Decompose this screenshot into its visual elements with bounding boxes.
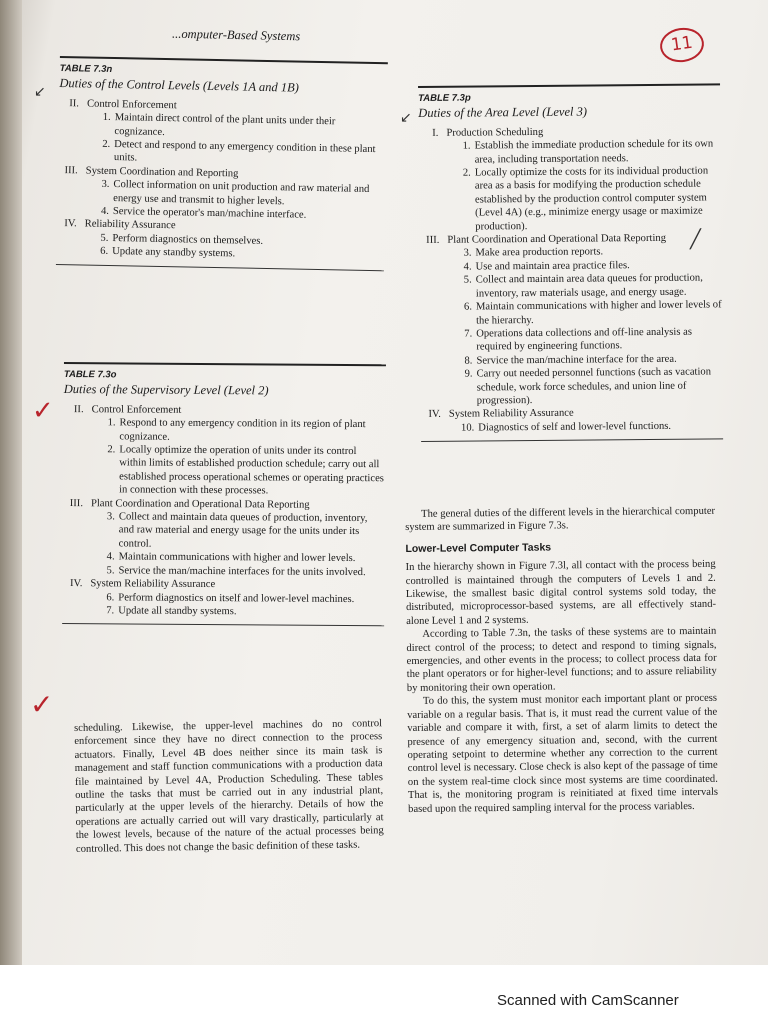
- table-section: [63, 403, 386, 499]
- item-text: Service the man/machine interface for the area.: [476, 353, 677, 367]
- item-list: [58, 231, 384, 264]
- section-title: Control Enforcement: [91, 404, 182, 416]
- item-text: Diagnostics of self and lower-level functions.: [478, 420, 672, 434]
- pen-checkmark-icon: ✓: [32, 396, 54, 425]
- list-item: [460, 325, 722, 354]
- list-item: [103, 416, 385, 445]
- item-number: 7.: [464, 328, 473, 340]
- pen-arrow-icon: ↙: [400, 111, 412, 126]
- section-title: Plant Coordination and Operational Data Reporting: [447, 232, 667, 246]
- item-number: 3.: [463, 248, 472, 260]
- item-list: [65, 416, 386, 499]
- item-list: [60, 110, 387, 170]
- item-text: Operations data collections and off-line analysis as required by engineering functions.: [476, 326, 692, 353]
- item-text: Update any standby systems.: [112, 246, 236, 260]
- pen-arrow-icon: ↙: [34, 85, 46, 100]
- table-section: [56, 217, 385, 264]
- item-number: 5.: [463, 274, 472, 286]
- table-section: [62, 577, 384, 619]
- body-paragraph: In the hierarchy shown in Figure 7.3l, all contact with the process being controlled is maintained through the computers of Levels 1 and 2. Likewise, the smallest basic digital control systems sold today, the distributed, microprocessor-based systems, are all effectively stand-alone Level 1 and 2 systems.: [405, 558, 717, 627]
- item-number: 4.: [106, 551, 115, 563]
- table-title: Duties of the Control Levels (Levels 1A and 1B): [59, 76, 300, 95]
- item-text: Carry out needed personnel functions (such as vacation schedule, work force schedules, and union line of progression).: [476, 366, 712, 407]
- left-body-text: [74, 717, 384, 856]
- table-sections: [418, 124, 723, 435]
- item-text: Collect and maintain area data queues for production, inventory, raw materials usage, and energy usage.: [475, 272, 703, 300]
- body-paragraph: To do this, the system must monitor each important plant or process variable on a regular basis. That is, it must read the current value of the variable and compare it with, first, a set of alarm limits to detect the presence of any emergency situation and, second, with the current operating setpoint to determine whether any correction to the current control level is necessary. Close check is also kept of the passage of time on the system real-time clock since most systems are time coordinated. That is, the monitoring program is reinitiated at fixed time intervals based upon the required sampling interval for the process variables.: [407, 693, 719, 815]
- item-number: 1.: [107, 417, 116, 429]
- right-body-text: [405, 505, 718, 816]
- item-number: 2.: [102, 138, 111, 151]
- item-text: Make area production reports.: [475, 246, 604, 259]
- section-title: Production Scheduling: [446, 126, 544, 139]
- roman-numeral: III.: [64, 164, 78, 177]
- item-number: 1.: [102, 112, 111, 124]
- item-number: 1.: [462, 140, 471, 152]
- intro-paragraph: The general duties of the different levels in the hierarchical computer system are summarized in Figure 7.3s.: [405, 505, 716, 534]
- table-sections: [62, 403, 385, 620]
- table-section: [58, 97, 387, 170]
- item-text: Service the man/machine interfaces for the units involved.: [118, 565, 366, 578]
- scan-watermark: Scanned with CamScanner: [497, 992, 679, 1009]
- binding-edge: [0, 0, 22, 965]
- table-rule: [418, 83, 720, 88]
- item-list: [421, 245, 722, 408]
- roman-numeral: IV.: [69, 578, 83, 590]
- item-number: 4.: [463, 261, 472, 273]
- item-text: Perform diagnostics on itself and lower-level machines.: [118, 591, 355, 605]
- item-list: [64, 591, 384, 620]
- item-text: Perform diagnostics on themselves.: [112, 232, 264, 247]
- item-number: 7.: [106, 605, 115, 617]
- item-number: 9.: [464, 368, 473, 380]
- section-title: System Reliability Assurance: [448, 407, 574, 421]
- item-number: 6.: [100, 246, 109, 258]
- section-title: Reliability Assurance: [84, 218, 176, 232]
- item-number: 3.: [106, 511, 115, 523]
- section-title: System Coordination and Reporting: [85, 165, 239, 180]
- roman-numeral: III.: [69, 497, 84, 509]
- table-7-3p: [418, 79, 723, 442]
- table-title: Duties of the Supervisory Level (Level 2): [63, 382, 269, 398]
- item-list: [421, 138, 722, 234]
- running-header: ...omputer-Based Systems: [171, 26, 301, 44]
- table-section: [421, 406, 723, 435]
- item-text: Locally optimize the operation of units under its control within limits of established production schedule; carry out all established process operational schemes or operating practices in connection with these processes.: [119, 444, 384, 497]
- item-list: [423, 419, 723, 435]
- item-number: 2.: [107, 444, 116, 456]
- item-text: Use and maintain area practice files.: [475, 260, 630, 273]
- table-sections: [56, 97, 387, 264]
- handwritten-page-number: 11: [658, 25, 706, 65]
- item-number: 4.: [100, 205, 110, 218]
- item-number: 5.: [100, 232, 109, 244]
- item-text: Service the operator's man/machine interface.: [112, 206, 307, 221]
- roman-numeral: IV.: [428, 409, 441, 421]
- section-title: System Reliability Assurance: [90, 578, 216, 591]
- section-subheading: Lower-Level Computer Tasks: [405, 541, 552, 555]
- item-list: [64, 510, 384, 579]
- roman-numeral: I.: [432, 127, 439, 139]
- item-list: [59, 177, 386, 223]
- item-number: 10.: [460, 422, 475, 434]
- table-section: [419, 231, 723, 408]
- list-item: [103, 510, 385, 552]
- item-text: Respond to any emergency condition in its region of plant cognizance.: [119, 417, 366, 443]
- section-title: Plant Coordination and Operational Data Reporting: [90, 497, 310, 511]
- list-item: [460, 365, 722, 408]
- item-number: 8.: [464, 355, 473, 367]
- pen-tick-icon: ╱: [690, 229, 701, 249]
- table-label: TABLE 7.3o: [63, 368, 117, 381]
- table-title: Duties of the Area Level (Level 3): [418, 104, 588, 121]
- table-section: [57, 164, 386, 224]
- roman-numeral: IV.: [64, 218, 77, 230]
- item-text: Detect and respond to any emergency condition in these plant units.: [113, 139, 376, 164]
- item-number: 6.: [106, 591, 115, 603]
- item-text: Maintain communications with higher and lower levels of the hierarchy.: [475, 299, 722, 327]
- table-section: [418, 124, 721, 234]
- table-label: TABLE 7.3p: [418, 92, 471, 104]
- roman-numeral: III.: [426, 234, 440, 246]
- item-number: 6.: [463, 301, 473, 313]
- item-text: Collect and maintain data queues of production, inventory, and raw material and energy usage for the units under its control.: [118, 511, 368, 550]
- list-item: [459, 138, 721, 167]
- table-section: [62, 497, 385, 580]
- roman-numeral: II.: [69, 98, 80, 110]
- list-item: [103, 443, 385, 499]
- roman-numeral: II.: [73, 403, 84, 415]
- item-text: Update all standby systems.: [118, 605, 237, 618]
- table-7-3o: [62, 358, 386, 627]
- list-item: [102, 604, 384, 619]
- list-item: [460, 272, 722, 301]
- item-number: 2.: [462, 167, 471, 179]
- item-number: 5.: [106, 564, 115, 577]
- item-text: Collect information on unit production and raw material and energy use and transmit to higher levels.: [113, 179, 370, 207]
- list-item: [459, 164, 722, 233]
- item-text: Establish the immediate production schedule for its own area, including transportation needs.: [474, 138, 714, 166]
- item-text: Maintain direct control of the plant units under their cognizance.: [114, 112, 336, 138]
- table-rule: [64, 362, 386, 366]
- item-text: Locally optimize the costs for its individual production area as a basis for modifying the production schedule established by the production control computer system (Level 4A) (e.g., minimize energy usage or maximize production).: [474, 165, 709, 233]
- pen-checkmark-icon: ✓: [30, 690, 54, 721]
- body-paragraph: scheduling. Likewise, the upper-level machines do no control enforcement since they have no direct connection to the process actuators. Finally, Level 4B does neither since its main task is management and staff function communications with a production data file maintained by Level 4A, Production Scheduling. These tables outline the tasks that must be carried out in any industrial plant, particularly at the upper levels of the hierarchy. Details of how the operations are actually carried out will vary drastically, particularly at the lowest levels, because of the nature of the actual processes being controlled. This does not change the basic definition of these tasks.: [74, 718, 384, 855]
- body-paragraph: According to Table 7.3n, the tasks of these systems are to maintain direct control of the process; to detect and respond to timing signals, emergencies, and other events in the process; to collect process data for the plant operators or for higher-level functions; and to assure reliability by monitoring their own operation.: [406, 625, 717, 694]
- table-label: TABLE 7.3n: [59, 62, 113, 76]
- table-7-3n: [56, 52, 388, 271]
- list-item: [461, 419, 723, 435]
- item-text: Maintain communications with higher and lower levels.: [118, 551, 356, 565]
- list-item: [460, 298, 722, 327]
- section-title: Control Enforcement: [86, 98, 177, 112]
- item-number: 3.: [101, 179, 110, 191]
